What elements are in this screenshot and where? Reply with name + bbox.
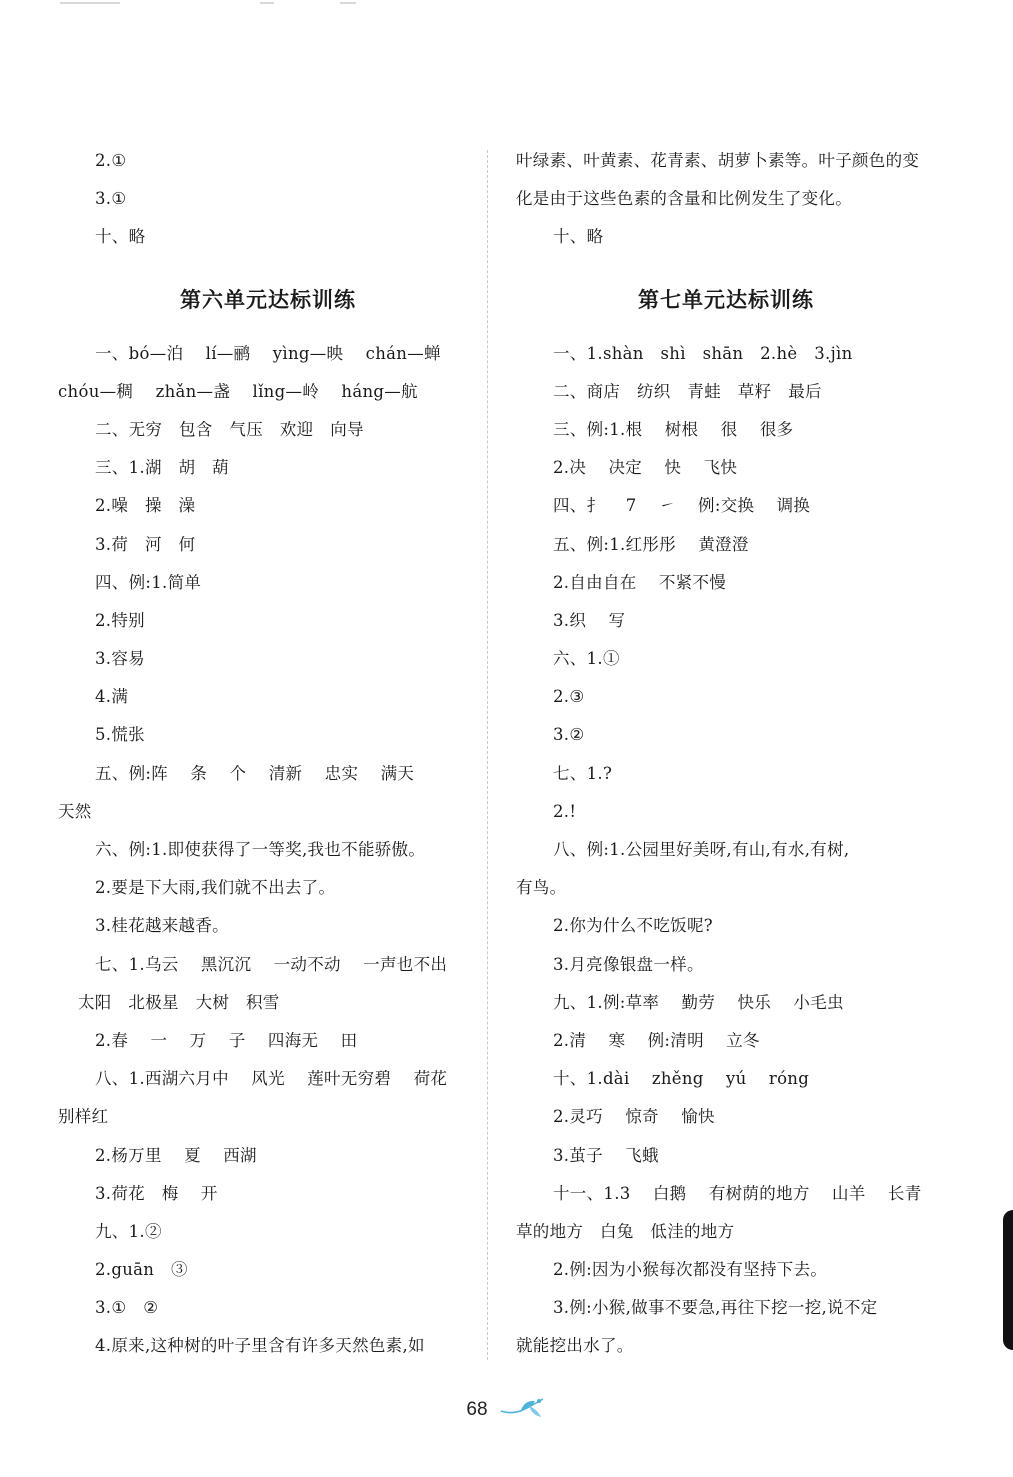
answer-line: 2.! xyxy=(553,801,577,821)
answer-line: 四、例:1.简单 xyxy=(95,572,202,592)
column-divider xyxy=(487,150,488,1360)
page-edge-mark xyxy=(1003,1210,1013,1350)
answer-line: 九、1.例:草率 勤劳 快乐 小毛虫 xyxy=(553,992,844,1012)
answer-line: 天然 xyxy=(58,801,92,821)
answer-line: 五、例:阵 条 个 清新 忠实 满天 xyxy=(95,763,415,783)
answer-line: 2.③ xyxy=(553,687,585,707)
answer-line: 5.慌张 xyxy=(95,725,145,745)
answer-line: 太阳 北极星 大树 积雪 xyxy=(78,992,280,1012)
answer-line: 十一、1.3 白鹅 有树荫的地方 山羊 长青 xyxy=(553,1183,922,1203)
answer-line: 就能挖出水了。 xyxy=(516,1336,634,1356)
continued-answer xyxy=(516,142,936,257)
answer-line: 2.自由自在 不紧不慢 xyxy=(553,572,727,592)
answer-line: 九、1.② xyxy=(95,1221,162,1241)
answer-line: 3.① xyxy=(95,189,127,209)
answer-line: 3.① ② xyxy=(95,1298,159,1318)
answer-list xyxy=(516,335,936,1366)
answer-line: 2.杨万里 夏 西湖 xyxy=(95,1145,257,1165)
answer-line: 六、例:1.即使获得了一等奖,我也不能骄傲。 xyxy=(95,840,426,859)
answer-line: 二、商店 纺织 青蛙 草籽 最后 xyxy=(553,381,822,401)
answer-line: 2.你为什么不吃饭呢? xyxy=(553,916,713,936)
answer-line: 2.特别 xyxy=(95,610,145,630)
leaf-ornament-icon xyxy=(499,1395,547,1425)
answer-line: 六、1.① xyxy=(553,649,620,669)
section-heading: 第六单元达标训练 xyxy=(180,286,356,312)
section-heading: 第七单元达标训练 xyxy=(638,286,814,312)
answer-line: 2.① xyxy=(95,151,127,170)
page-number: 68 xyxy=(466,1399,488,1420)
answer-line: 2.噪 操 澡 xyxy=(95,496,196,516)
answer-line: 七、1.乌云 黑沉沉 一动不动 一声也不出 xyxy=(95,954,448,974)
answer-line: 二、无穷 包含 气压 欢迎 向导 xyxy=(95,419,364,439)
answer-line: 草的地方 白兔 低洼的地方 xyxy=(516,1221,735,1241)
answer-line: 别样红 xyxy=(58,1107,109,1127)
answer-line: 五、例:1.红彤彤 黄澄澄 xyxy=(553,534,749,554)
answer-line: 3.月亮像银盘一样。 xyxy=(553,954,704,974)
answer-line: 三、1.湖 胡 葫 xyxy=(95,458,229,478)
left-column xyxy=(58,142,478,1366)
page-footer xyxy=(0,1395,1013,1425)
answer-line: 2.灵巧 惊奇 愉快 xyxy=(553,1107,715,1127)
answer-line: 四、扌 7 ㇀ 例:交换 调换 xyxy=(553,496,811,516)
answer-line: 2.春 一 万 子 四海无 田 xyxy=(95,1030,358,1050)
answer-line: 3.织 写 xyxy=(553,610,626,630)
answer-line: 一、1.shàn shì shān 2.hè 3.jìn xyxy=(553,343,853,363)
answer-line: 一、bó—泊 lí—鹂 yìng—映 chán—蝉 xyxy=(95,343,441,363)
answer-line: 八、1.西湖六月中 风光 莲叶无穷碧 荷花 xyxy=(95,1069,448,1089)
answer-line: 七、1.? xyxy=(553,763,613,783)
answer-line: 3.容易 xyxy=(95,649,145,669)
answer-line: 3.茧子 飞蛾 xyxy=(553,1145,659,1165)
answer-line: 十、略 xyxy=(553,227,604,247)
answer-line: 2.要是下大雨,我们就不出去了。 xyxy=(95,878,336,898)
answer-line: chóu—稠 zhǎn—盏 lǐng—岭 háng—航 xyxy=(58,381,418,401)
answer-line: 化是由于这些色素的含量和比例发生了变化。 xyxy=(516,189,852,209)
answer-line: 2.决 决定 快 飞快 xyxy=(553,458,738,478)
right-column xyxy=(516,142,936,1366)
answer-list xyxy=(58,335,478,1366)
answer-line: 十、略 xyxy=(95,227,146,247)
answer-line: 3.例:小猴,做事不要急,再往下挖一挖,说不定 xyxy=(553,1298,878,1318)
answer-line: 3.荷 河 何 xyxy=(95,534,196,554)
answer-line: 4.满 xyxy=(95,687,129,707)
answer-line: 十、1.dài zhěng yú róng xyxy=(553,1069,810,1089)
answer-line: 三、例:1.根 树根 很 很多 xyxy=(553,419,794,439)
answer-line: 3.桂花越来越香。 xyxy=(95,916,229,936)
scan-top-marks xyxy=(60,0,360,6)
answer-line: 2.清 寒 例:清明 立冬 xyxy=(553,1030,760,1050)
answer-line: 叶绿素、叶黄素、花青素、胡萝卜素等。叶子颜色的变 xyxy=(516,151,920,170)
answer-line: 2.例:因为小猴每次都没有坚持下去。 xyxy=(553,1260,828,1280)
answer-line: 3.荷花 梅 开 xyxy=(95,1183,218,1203)
answer-line: 2.guān ③ xyxy=(95,1260,188,1280)
answer-line: 有鸟。 xyxy=(516,878,567,898)
answer-line: 3.② xyxy=(553,725,585,745)
answer-line: 八、例:1.公园里好美呀,有山,有水,有树, xyxy=(553,840,850,859)
answer-line: 4.原来,这种树的叶子里含有许多天然色素,如 xyxy=(95,1336,425,1356)
